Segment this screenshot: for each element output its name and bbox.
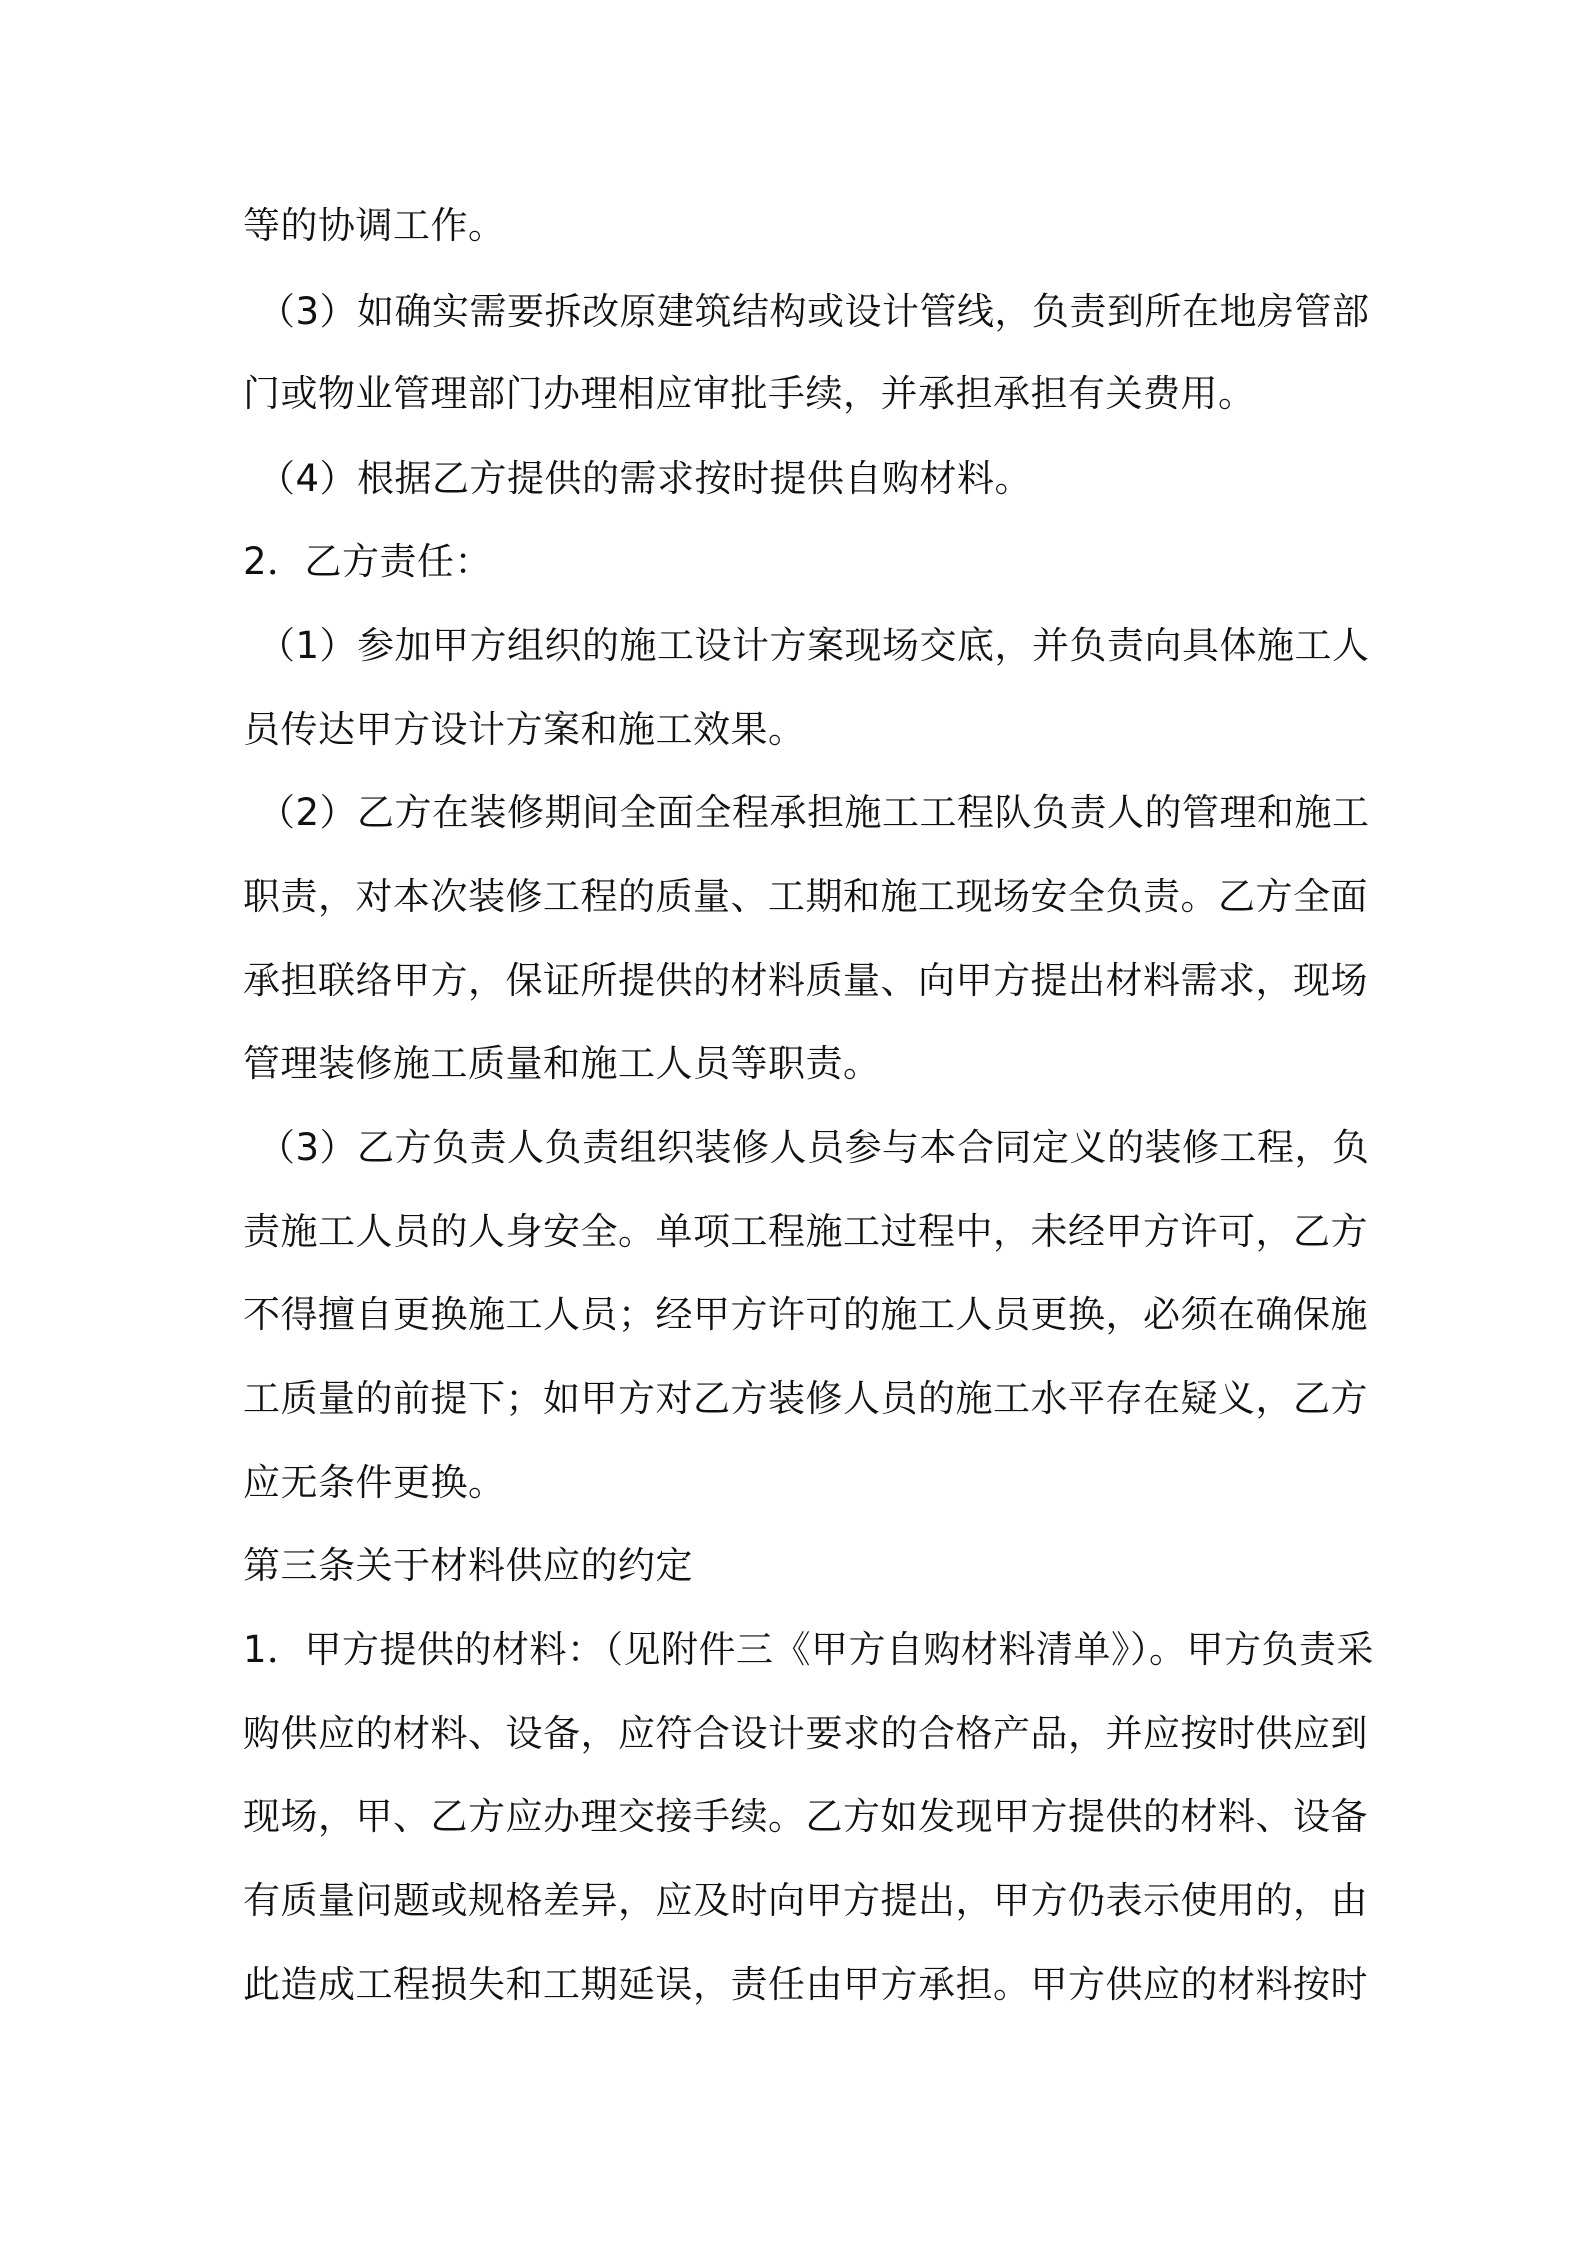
text-line: 不得擅自更换施工人员；经甲方许可的施工人员更换，必须在确保施 xyxy=(243,1293,1368,1336)
text-line: （1）参加甲方组织的施工设计方案现场交底，并负责向具体施工人 xyxy=(258,624,1370,667)
text-line: 此造成工程损失和工期延误，责任由甲方承担。甲方供应的材料按时 xyxy=(243,1963,1368,2006)
text-line: （4）根据乙方提供的需求按时提供自购材料。 xyxy=(258,457,1033,500)
text-line: （3）乙方负责人负责组织装修人员参与本合同定义的装修工程，负 xyxy=(258,1126,1370,1169)
text-line: 应无条件更换。 xyxy=(243,1461,506,1504)
text-line: 工质量的前提下；如甲方对乙方装修人员的施工水平存在疑义，乙方 xyxy=(243,1377,1368,1420)
text-line: 门或物业管理部门办理相应审批手续，并承担承担有关费用。 xyxy=(243,372,1256,415)
text-line: 第三条关于材料供应的约定 xyxy=(243,1544,693,1587)
text-line: 等的协调工作。 xyxy=(243,204,506,247)
text-line: 2．乙方责任： xyxy=(243,540,493,583)
text-line: 承担联络甲方，保证所提供的材料质量、向甲方提出材料需求，现场 xyxy=(243,959,1368,1002)
text-line: 有质量问题或规格差异，应及时向甲方提出，甲方仍表示使用的，由 xyxy=(243,1879,1368,1922)
text-line: 管理装修施工质量和施工人员等职责。 xyxy=(243,1042,881,1085)
text-line: 责施工人员的人身安全。单项工程施工过程中，未经甲方许可，乙方 xyxy=(243,1210,1368,1253)
text-line: 1．甲方提供的材料：（见附件三《甲方自购材料清单》）。甲方负责采 xyxy=(243,1628,1375,1671)
text-line: 现场，甲、乙方应办理交接手续。乙方如发现甲方提供的材料、设备 xyxy=(243,1795,1368,1838)
text-line: （3）如确实需要拆改原建筑结构或设计管线，负责到所在地房管部 xyxy=(258,290,1370,333)
text-line: （2）乙方在装修期间全面全程承担施工工程队负责人的管理和施工 xyxy=(258,791,1370,834)
text-line: 员传达甲方设计方案和施工效果。 xyxy=(243,708,806,751)
text-line: 职责，对本次装修工程的质量、工期和施工现场安全负责。乙方全面 xyxy=(243,875,1368,918)
text-line: 购供应的材料、设备，应符合设计要求的合格产品，并应按时供应到 xyxy=(243,1712,1368,1755)
